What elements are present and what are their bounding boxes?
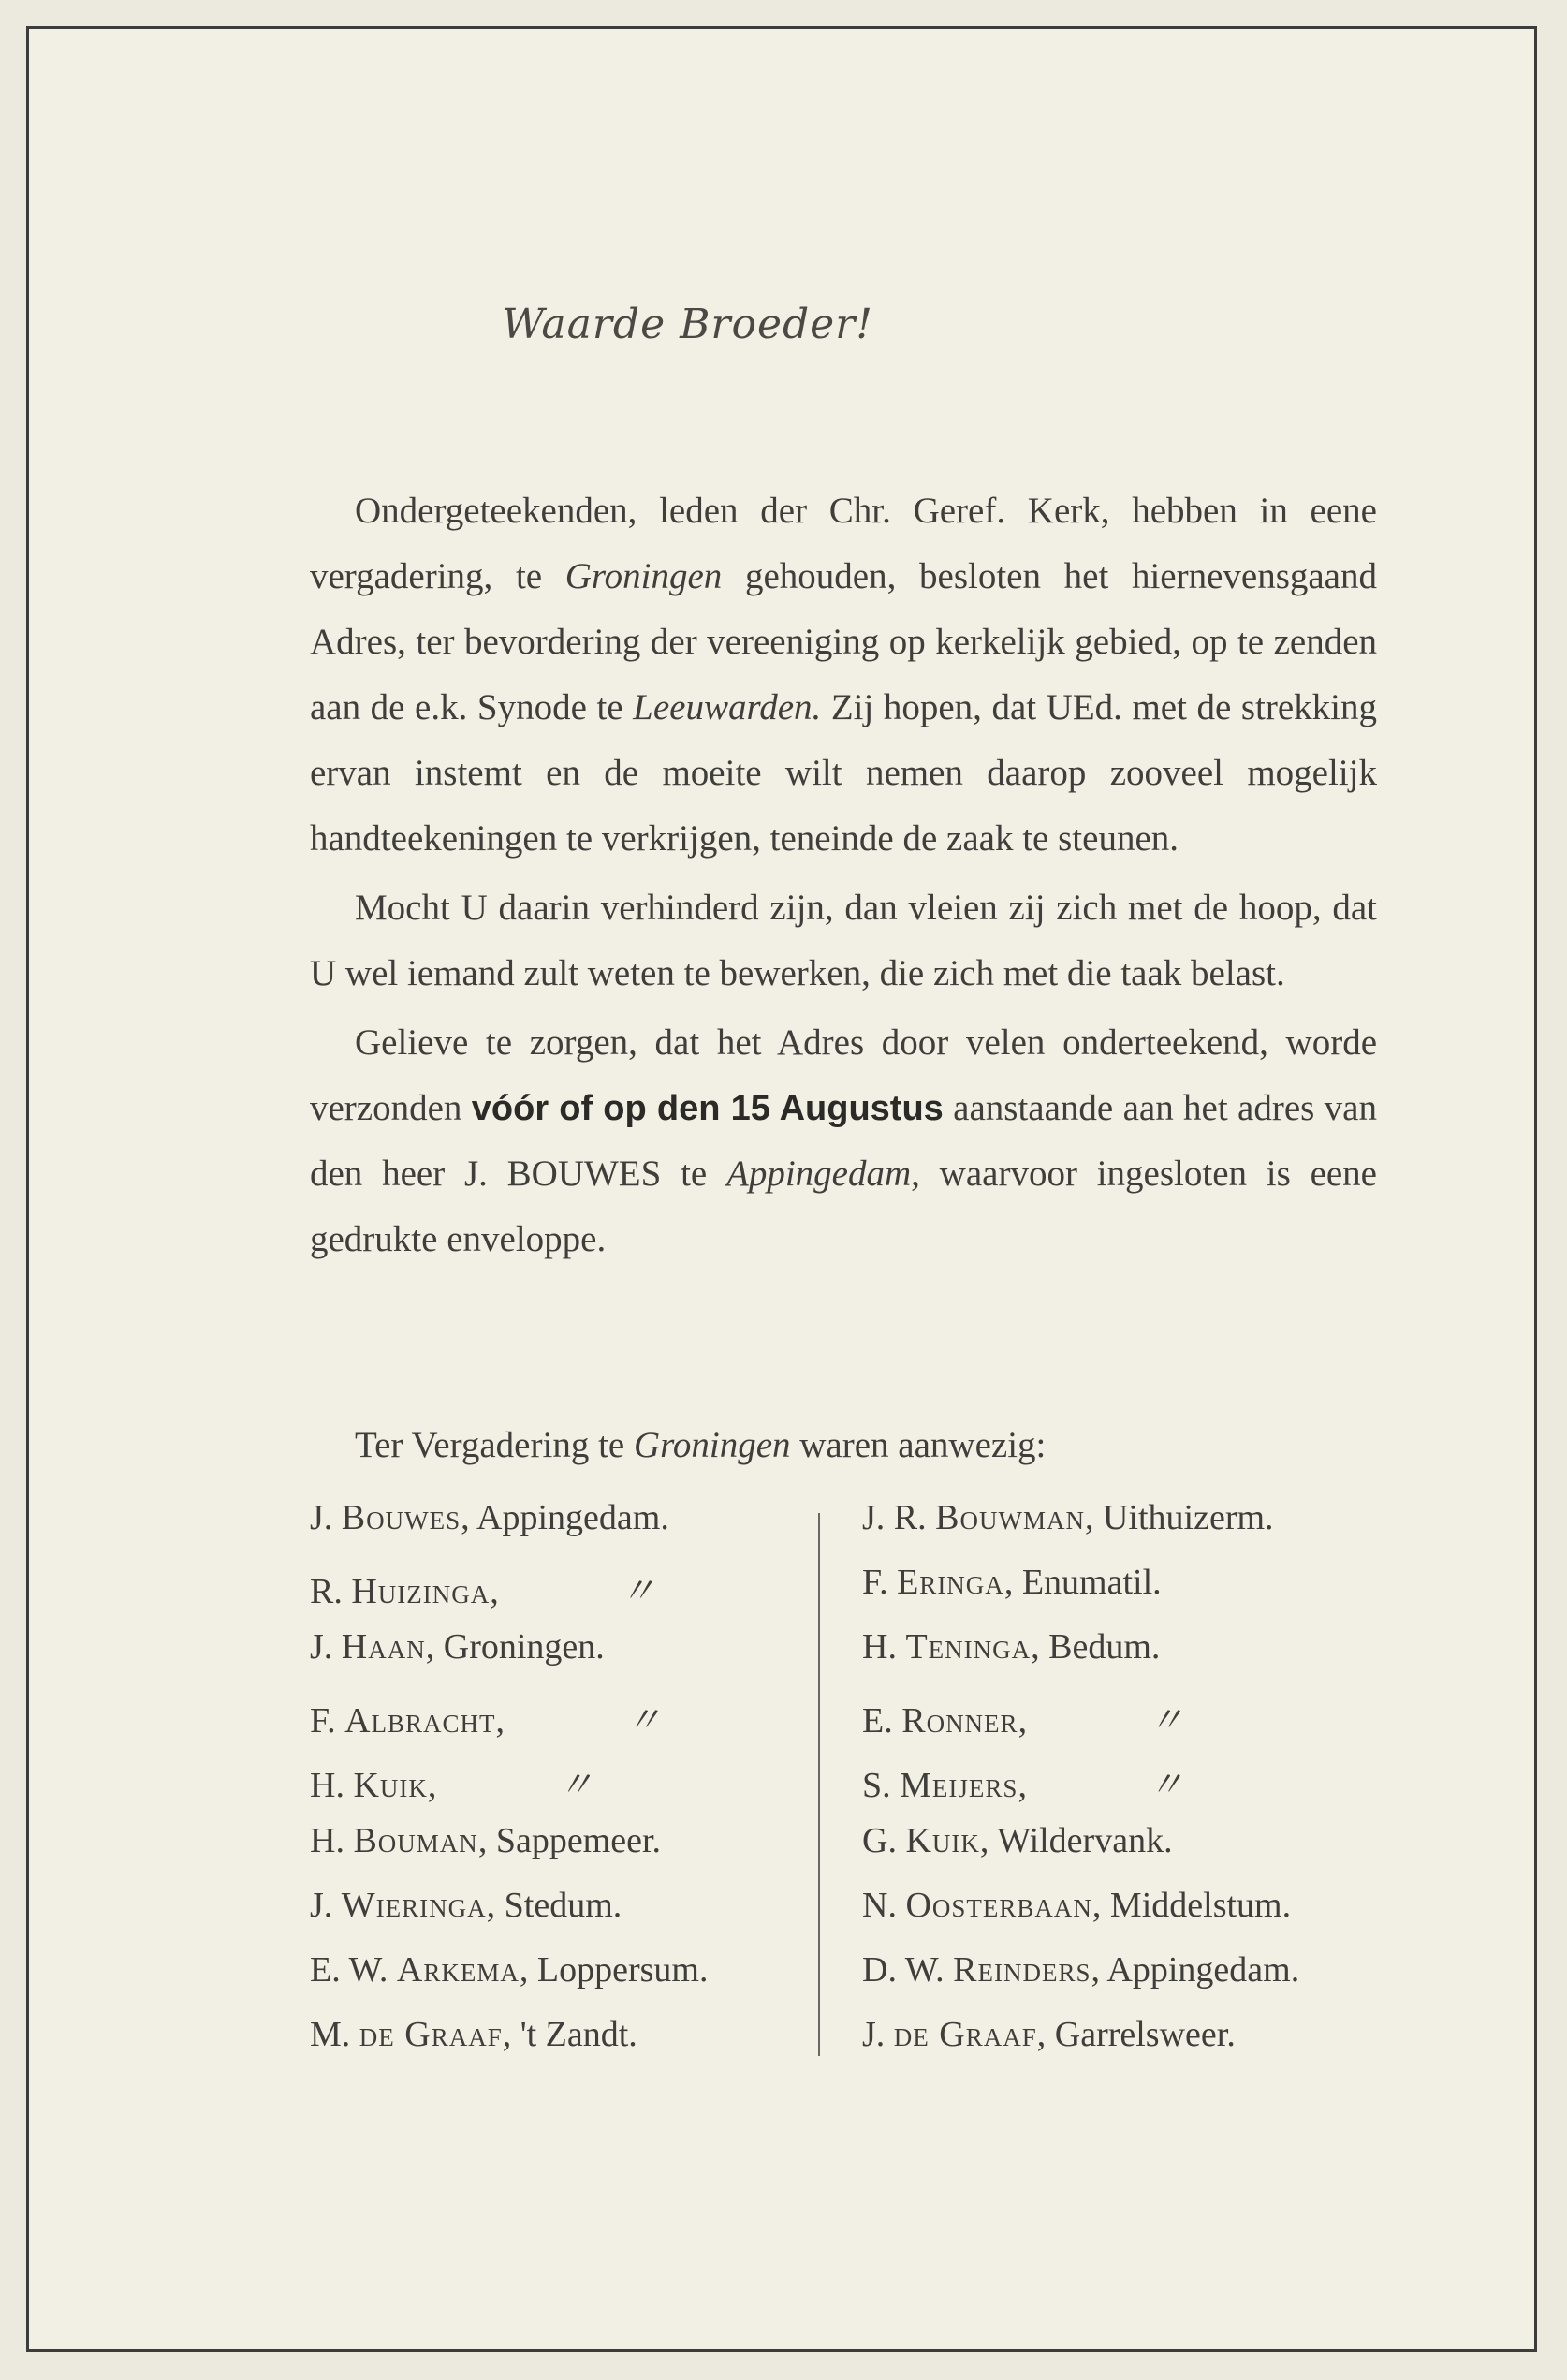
attendee-name: Bouwman — [935, 1498, 1085, 1537]
attendee-entry: H. Kuik, 〃 — [310, 1756, 834, 1820]
attendee-initials: J. R. — [862, 1498, 927, 1537]
attendee-initials: H. — [862, 1627, 897, 1667]
attendee-place: Stedum. — [504, 1886, 622, 1925]
attendee-initials: S. — [862, 1766, 891, 1805]
attendee-place: Wildervank. — [997, 1821, 1173, 1860]
attendee-name: Kuik — [905, 1821, 980, 1860]
attendee-entry: E. Ronner, 〃 — [862, 1691, 1386, 1756]
deadline: vóór of op den 15 Augustus — [471, 1089, 944, 1128]
attendee-entry: J. de Graaf, Garrelsweer. — [862, 2015, 1236, 2054]
attendee-entry: J. R. Bouwman, Uithuizerm. — [862, 1498, 1274, 1537]
p3-part1: Gelieve te zorgen, dat het Adres door velen onderteekend, worde verzonden — [310, 1022, 1377, 1128]
p3-part3: , waarvoor ingesloten is eene gedrukte enveloppe. — [310, 1153, 1377, 1259]
attendee-place: 〃 — [620, 1572, 656, 1611]
attendee-entry: J. Haan, Groningen. — [310, 1627, 605, 1667]
letter-body — [310, 478, 1377, 1272]
p1-part1: Ondergeteekenden, leden der Chr. Geref. Kerk, hebben in eene vergadering, te — [310, 491, 1377, 596]
p1-city1: Groningen — [564, 556, 723, 596]
attendee-initials: H. — [310, 1821, 344, 1860]
attendee-initials: F. — [310, 1701, 336, 1741]
page-border — [26, 26, 1537, 2352]
attendee-name: Eringa — [897, 1563, 1004, 1602]
attendee-entry: M. de Graaf, 't Zandt. — [310, 2015, 637, 2054]
attendee-place: 〃 — [1148, 1766, 1184, 1805]
attendee-name: Oosterbaan — [905, 1886, 1092, 1925]
attendee-name: Bouman — [353, 1821, 478, 1860]
attendee-place: Uithuizerm. — [1102, 1498, 1274, 1537]
attendee-initials: H. — [310, 1766, 344, 1805]
present-part2: waren aanwezig: — [790, 1425, 1047, 1465]
attendee-initials: G. — [862, 1821, 897, 1860]
attendee-place: Appingedam. — [1106, 1950, 1300, 1990]
attendee-name: Huizinga — [351, 1572, 491, 1611]
attendee-initials: N. — [862, 1886, 897, 1925]
attendee-entry: E. W. Arkema, Loppersum. — [310, 1950, 709, 1990]
attendee-place: Middelstum. — [1109, 1886, 1292, 1925]
attendee-place: Bedum. — [1048, 1627, 1161, 1667]
attendee-entry: G. Kuik, Wildervank. — [862, 1821, 1173, 1860]
attendees-right-column — [862, 1497, 1386, 2079]
attendee-entry: J. Wieringa, Stedum. — [310, 1886, 622, 1925]
attendee-entry: F. Eringa, Enumatil. — [862, 1563, 1162, 1602]
attendee-initials: E. W. — [310, 1950, 388, 1990]
attendee-name: Bouwes — [341, 1498, 461, 1537]
attendee-initials: J. — [862, 2015, 886, 2054]
attendee-name: de Graaf — [893, 2015, 1037, 2054]
attendee-initials: J. — [310, 1627, 333, 1667]
attendee-name: Wieringa — [341, 1886, 487, 1925]
attendee-place: Groningen. — [443, 1627, 605, 1667]
attendee-entry: H. Bouman, Sappemeer. — [310, 1821, 662, 1860]
attendee-place: 〃 — [557, 1766, 593, 1805]
attendee-name: de Graaf — [359, 2015, 503, 2054]
present-part1: Ter Vergadering te — [355, 1425, 634, 1465]
attendee-initials: R. — [310, 1572, 343, 1611]
attendee-entry: R. Huizinga, 〃 — [310, 1562, 834, 1626]
present-city: Groningen — [633, 1425, 791, 1465]
attendee-name: Albracht — [344, 1701, 496, 1741]
attendee-name: Haan — [341, 1627, 426, 1667]
attendee-initials: F. — [862, 1563, 888, 1602]
attendee-place: Sappemeer. — [495, 1821, 662, 1860]
p1-part3: Zij hopen, dat UEd. met de strekking ervan instemt en de moeite wilt nemen daarop zooveel mogelijk handteekeningen te verkrijgen, teneinde de zaak te steunen. — [310, 687, 1377, 859]
attendee-entry: N. Oosterbaan, Middelstum. — [862, 1886, 1292, 1925]
attendee-initials: M. — [310, 2015, 351, 2054]
p3-city: Appingedam — [726, 1153, 912, 1194]
attendee-place: 't Zandt. — [520, 2015, 637, 2054]
attendee-place: Garrelsweer. — [1054, 2015, 1236, 2054]
attendee-name: Meijers — [900, 1766, 1018, 1805]
column-divider — [818, 1513, 820, 2056]
attendee-name: Ronner — [901, 1701, 1018, 1741]
attendee-initials: D. W. — [862, 1950, 945, 1990]
attendee-initials: J. — [310, 1886, 333, 1925]
attendees-left-column — [310, 1497, 834, 2079]
paragraph-1 — [310, 478, 1377, 872]
attendee-entry: D. W. Reinders, Appingedam. — [862, 1950, 1300, 1990]
attendee-place: Enumatil. — [1021, 1563, 1162, 1602]
attendee-entry: H. Teninga, Bedum. — [862, 1627, 1161, 1667]
attendee-place: Appingedam. — [476, 1498, 669, 1537]
attendance-heading — [355, 1424, 1046, 1466]
attendee-entry: S. Meijers, 〃 — [862, 1756, 1386, 1820]
paragraph-3 — [310, 1010, 1377, 1272]
attendee-place: Loppersum. — [536, 1950, 709, 1990]
attendee-name: Kuik — [353, 1766, 428, 1805]
attendee-initials: J. — [310, 1498, 333, 1537]
attendee-name: Reinders — [953, 1950, 1091, 1990]
attendee-name: Teninga — [905, 1627, 1032, 1667]
attendee-entry: F. Albracht, 〃 — [310, 1691, 834, 1756]
attendee-name: Arkema — [396, 1950, 520, 1990]
salutation: Waarde Broeder! — [502, 301, 873, 348]
paragraph-2: Mocht U daarin verhinderd zijn, dan vleien zij zich met de hoop, dat U wel iemand zult weten te bewerken, die zich met die taak belast. — [310, 888, 1377, 993]
attendee-initials: E. — [862, 1701, 893, 1741]
attendee-place: 〃 — [1148, 1701, 1184, 1741]
attendee-place: 〃 — [625, 1701, 662, 1741]
p1-part2: gehouden, besloten het hiernevensgaand Adres, ter bevordering der vereeniging op kerkelijk gebied, op te zenden aan de e.k. Synode te — [310, 556, 1377, 727]
p3-part2: aanstaande aan het adres van den heer J. BOUWES te — [310, 1088, 1377, 1194]
attendee-entry: J. Bouwes, Appingedam. — [310, 1498, 669, 1537]
p1-city2: Leeuwarden. — [633, 687, 822, 727]
